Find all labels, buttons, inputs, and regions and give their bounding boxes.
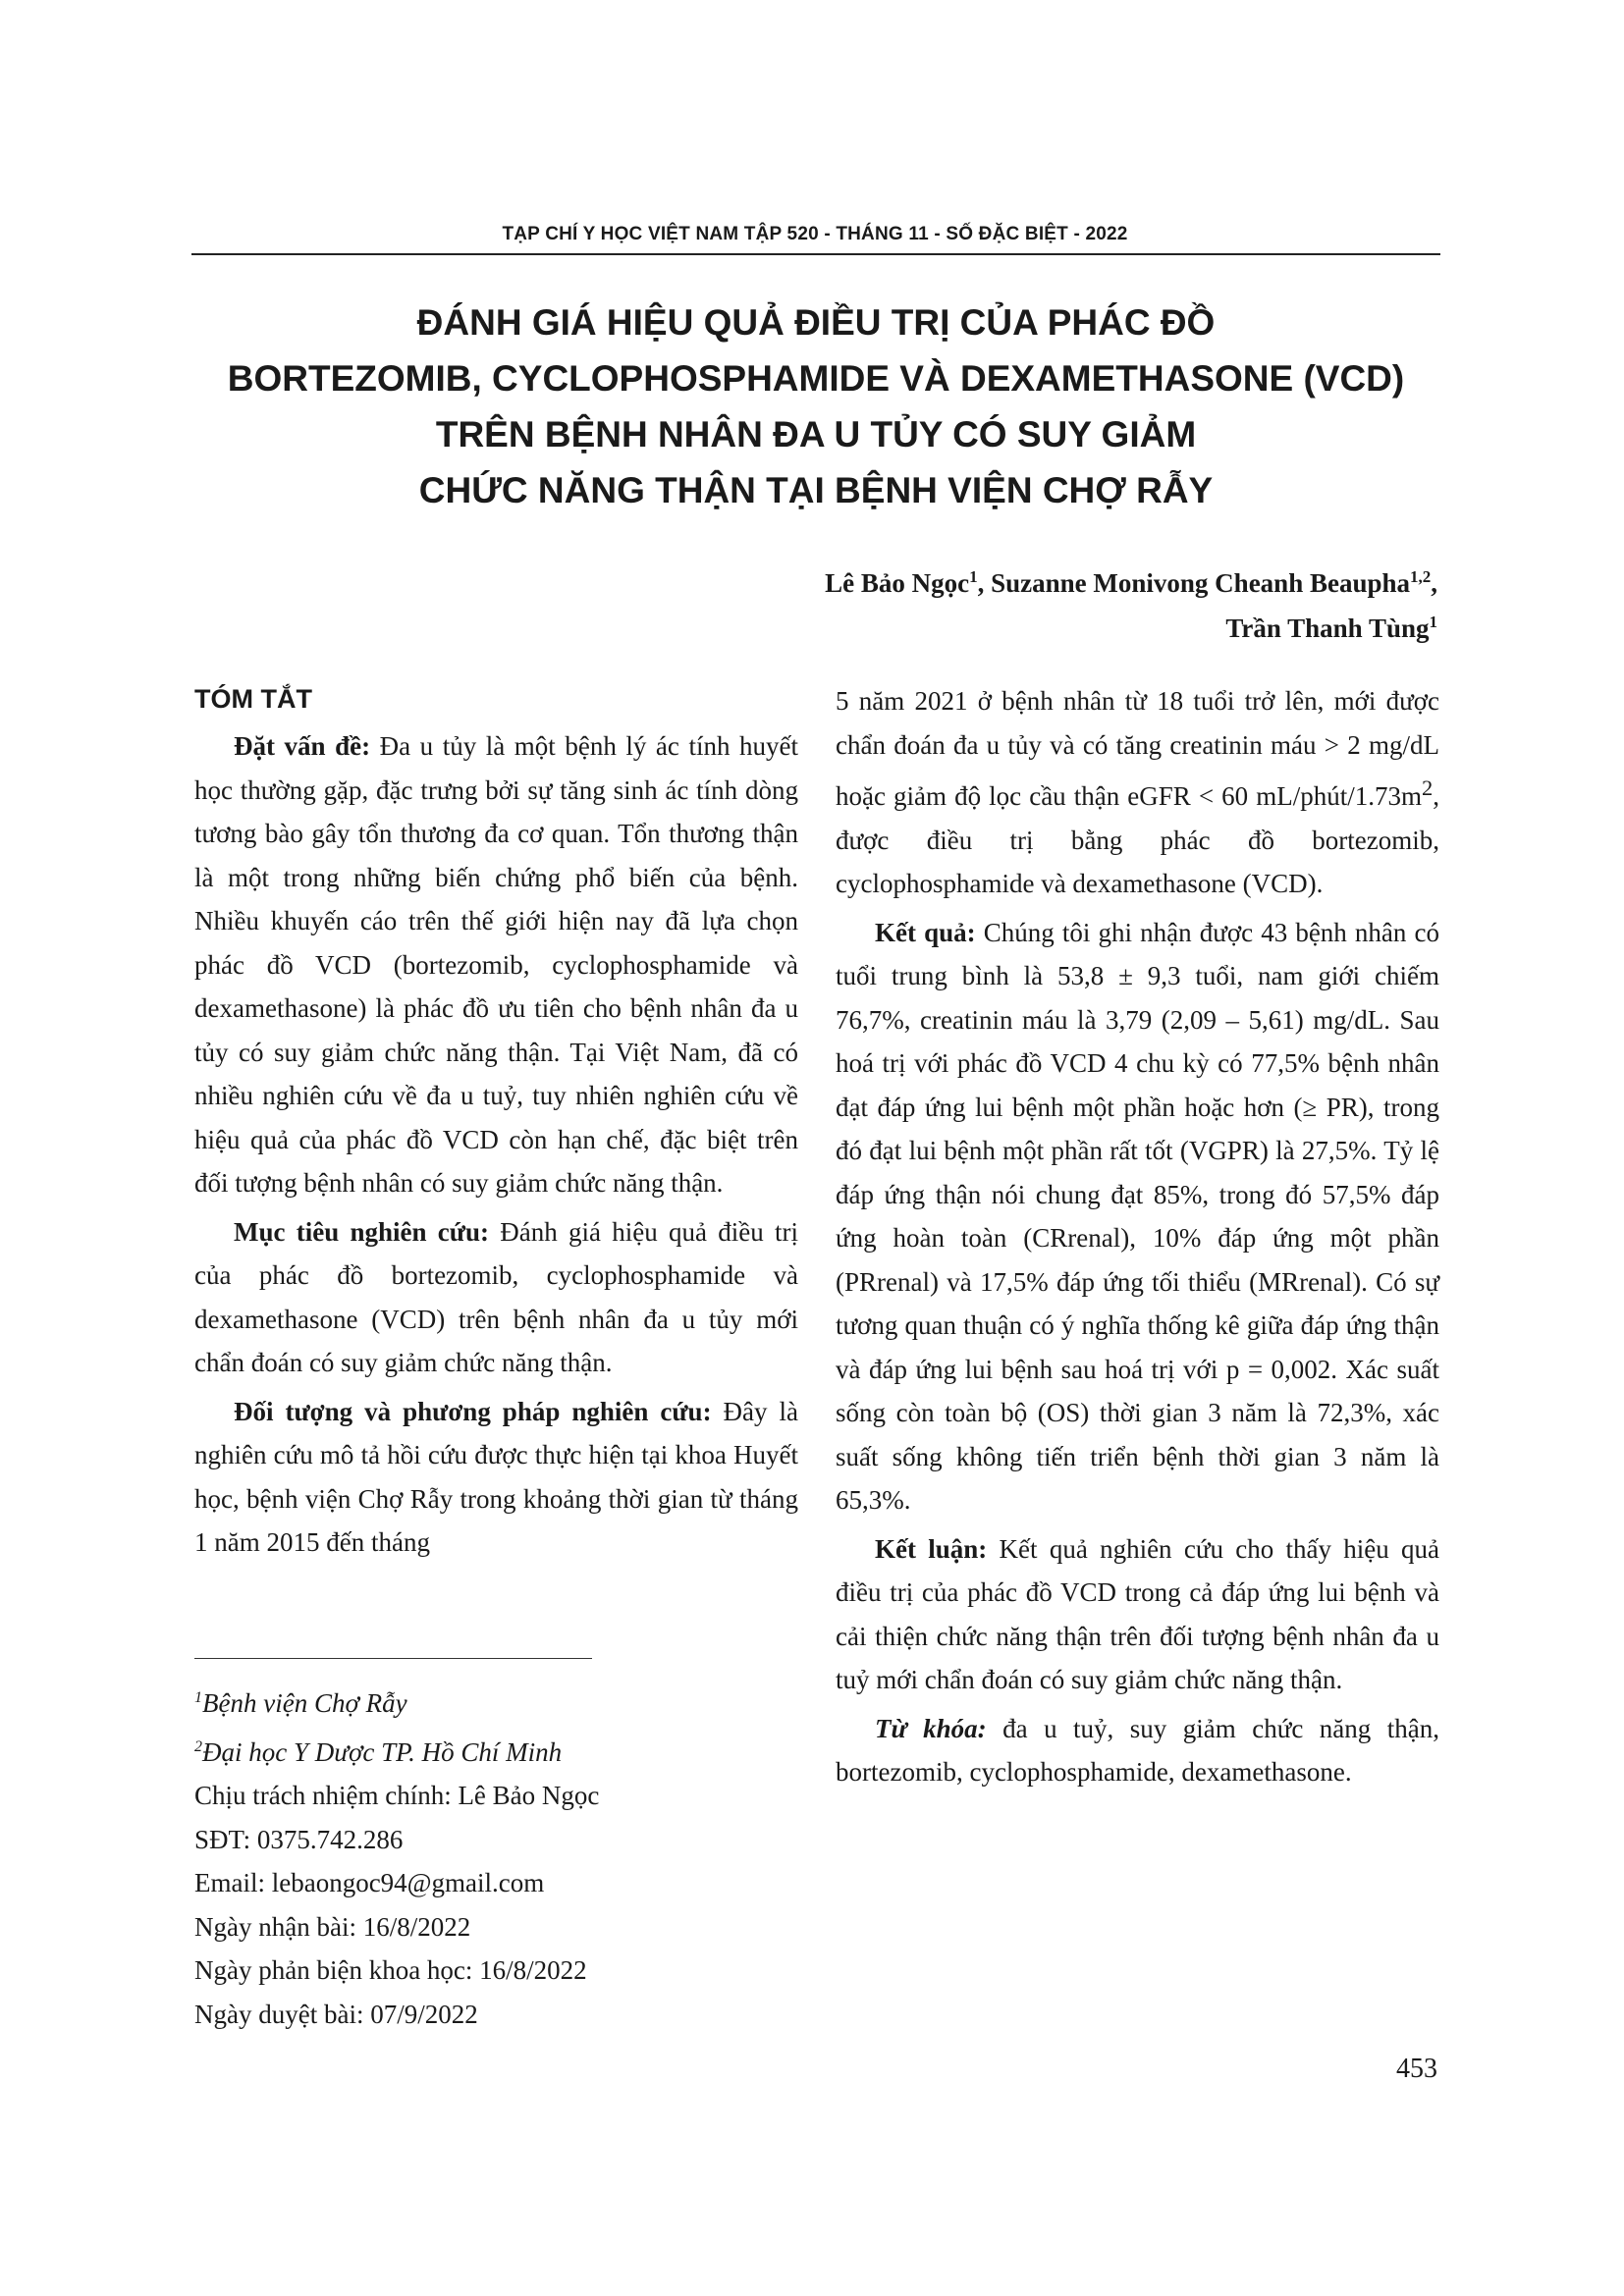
results-text: Chúng tôi ghi nhận được 43 bệnh nhân có tuổi trung bình là 53,8 ± 9,3 tuổi, nam giới chiếm 76,7%, creatinin máu là 3,79 (2,09 – 5,61) mg/dL. Sau hoá trị với phác đồ VCD 4 chu kỳ có 77,5% bệnh nhân đạt đáp ứng lui bệnh một phần hoặc hơn (≥ PR), trong đó đạt lui bệnh một phần rất tốt (VGPR) là 27,5%. Tỷ lệ đáp ứng thận nói chung đạt 85%, trong đó 57,5% đáp ứng hoàn toàn (CRrenal), 10% đáp ứng một phần (PRrenal) và 17,5% đáp ứng tối thiểu (MRrenal). Có sự tương quan thuận có ý nghĩa thống kê giữa đáp ứng thận và đáp ứng lui bệnh sau hoá trị với p = 0,002. Xác suất sống còn toàn bộ (OS) thời gian 3 năm là 72,3%, xác suất sống không tiến triển bệnh thời gian 3 năm là 65,3%. (836, 917, 1439, 1515)
background-text: Đa u tủy là một bệnh lý ác tính huyết học thường gặp, đặc trưng bởi sự tăng sinh ác tính dòng tương bào gây tổn thương đa cơ quan. Tổn thương thận là một trong những biến chứng phổ biến của bệnh. Nhiều khuyến cáo trên thế giới hiện nay đã lựa chọn phác đồ VCD (bortezomib, cyclophosphamide và dexamethasone) là phác đồ ưu tiên cho bệnh nhân đa u tủy có suy giảm chức năng thận. Tại Việt Nam, đã có nhiều nghiên cứu về đa u tuỷ, tuy nhiên nghiên cứu về hiệu quả của phác đồ VCD còn hạn chế, đặc biệt trên đối tượng bệnh nhân có suy giảm chức năng thận. (194, 731, 798, 1198)
footnote-rule (194, 1658, 592, 1659)
affiliation-mark: 1 (194, 1689, 202, 1706)
abstract-objective (194, 1210, 798, 1385)
abstract-right-column (836, 679, 1439, 1799)
author-list (825, 558, 1437, 648)
abstract-heading: TÓM TẮT (194, 684, 312, 714)
methods-text-continued: 5 năm 2021 ở bệnh nhân từ 18 tuổi trở lên, mới được chẩn đoán đa u tủy và có tăng creatinin máu > 2 mg/dL hoặc giảm độ lọc cầu thận eGFR < 60 mL/phút/1.73m (836, 686, 1439, 811)
affiliation-2 (194, 1726, 803, 1775)
page-number: 453 (1396, 2054, 1437, 2084)
title-line-2: BORTEZOMIB, CYCLOPHOSPHAMIDE VÀ DEXAMETHASONE (VCD) (227, 358, 1405, 399)
affiliation-text: Đại học Y Dược TP. Hồ Chí Minh (202, 1736, 563, 1767)
objective-label: Mục tiêu nghiên cứu: (234, 1216, 489, 1247)
abstract-methods-continued (836, 679, 1439, 906)
conclusion-label: Kết luận: (875, 1533, 988, 1564)
footnotes (194, 1677, 803, 2036)
objective-text: Đánh giá hiệu quả điều trị của phác đồ bortezomib, cyclophosphamide và dexamethasone (VCD) trên bệnh nhân đa u tủy mới chẩn đoán có suy giảm chức năng thận. (194, 1216, 798, 1377)
keywords-label: Từ khóa: (875, 1713, 987, 1743)
abstract-background (194, 724, 798, 1205)
abstract-keywords (836, 1707, 1439, 1794)
author-name: Trần Thanh Tùng (1225, 614, 1430, 643)
background-label: Đặt vấn đề: (234, 731, 371, 761)
affiliation-text: Bệnh viện Chợ Rẫy (202, 1688, 407, 1718)
title-line-1: ĐÁNH GIÁ HIỆU QUẢ ĐIỀU TRỊ CỦA PHÁC ĐỒ (416, 302, 1216, 343)
keywords-text: đa u tuỷ, suy giảm chức năng thận, bortezomib, cyclophosphamide, dexamethasone. (836, 1713, 1439, 1787)
author-line-1 (825, 558, 1437, 603)
methods-label: Đối tượng và phương pháp nghiên cứu: (234, 1396, 712, 1426)
corresponding-author: Chịu trách nhiệm chính: Lê Bảo Ngọc (194, 1781, 600, 1810)
author-line-2 (825, 603, 1437, 648)
article-title (191, 294, 1440, 518)
author-separator: , (1431, 568, 1437, 598)
date-reviewed: Ngày phản biện khoa học: 16/8/2022 (194, 1955, 587, 1985)
abstract-results (836, 911, 1439, 1522)
methods-text: Đây là nghiên cứu mô tả hồi cứu được thực hiện tại khoa Huyết học, bệnh viện Chợ Rẫy trong khoảng thời gian từ tháng 1 năm 2015 đến tháng (194, 1396, 799, 1557)
superscript: 2 (1422, 775, 1434, 800)
phone-number: SĐT: 0375.742.286 (194, 1824, 404, 1854)
abstract-left-column (194, 677, 798, 1570)
author-separator: , (977, 568, 992, 598)
author-name: Suzanne Monivong Cheanh Beaupha (991, 568, 1410, 598)
date-accepted: Ngày duyệt bài: 07/9/2022 (194, 1999, 478, 2029)
abstract-methods (194, 1390, 798, 1565)
methods-text-end: , được điều trị bằng phác đồ bortezomib, cyclophosphamide và dexamethasone (VCD). (836, 781, 1439, 898)
abstract-conclusion (836, 1527, 1439, 1702)
author-affiliation-mark: 1,2 (1410, 567, 1432, 586)
header-rule (191, 253, 1440, 255)
title-line-3: TRÊN BỆNH NHÂN ĐA U TỦY CÓ SUY GIẢM (435, 414, 1197, 454)
title-line-4: CHỨC NĂNG THẬN TẠI BỆNH VIỆN CHỢ RẪY (418, 470, 1214, 510)
date-received: Ngày nhận bài: 16/8/2022 (194, 1911, 471, 1942)
author-affiliation-mark: 1 (1429, 613, 1437, 631)
results-label: Kết quả: (875, 917, 976, 947)
conclusion-text: Kết quả nghiên cứu cho thấy hiệu quả điều trị của phác đồ VCD trong cả đáp ứng lui bệnh và cải thiện chức năng thận trên đối tượng bệnh nhân đa u tuỷ mới chẩn đoán có suy giảm chức năng thận. (836, 1533, 1439, 1694)
affiliation-1 (194, 1677, 803, 1726)
author-name: Lê Bảo Ngọc (825, 568, 970, 598)
email-address: Email: lebaongoc94@gmail.com (194, 1868, 545, 1897)
author-affiliation-mark: 1 (969, 567, 978, 586)
affiliation-mark: 2 (194, 1737, 202, 1755)
running-head: TẠP CHÍ Y HỌC VIỆT NAM TẬP 520 - THÁNG 11 - SỐ ĐẶC BIỆT - 2022 (502, 224, 1128, 244)
